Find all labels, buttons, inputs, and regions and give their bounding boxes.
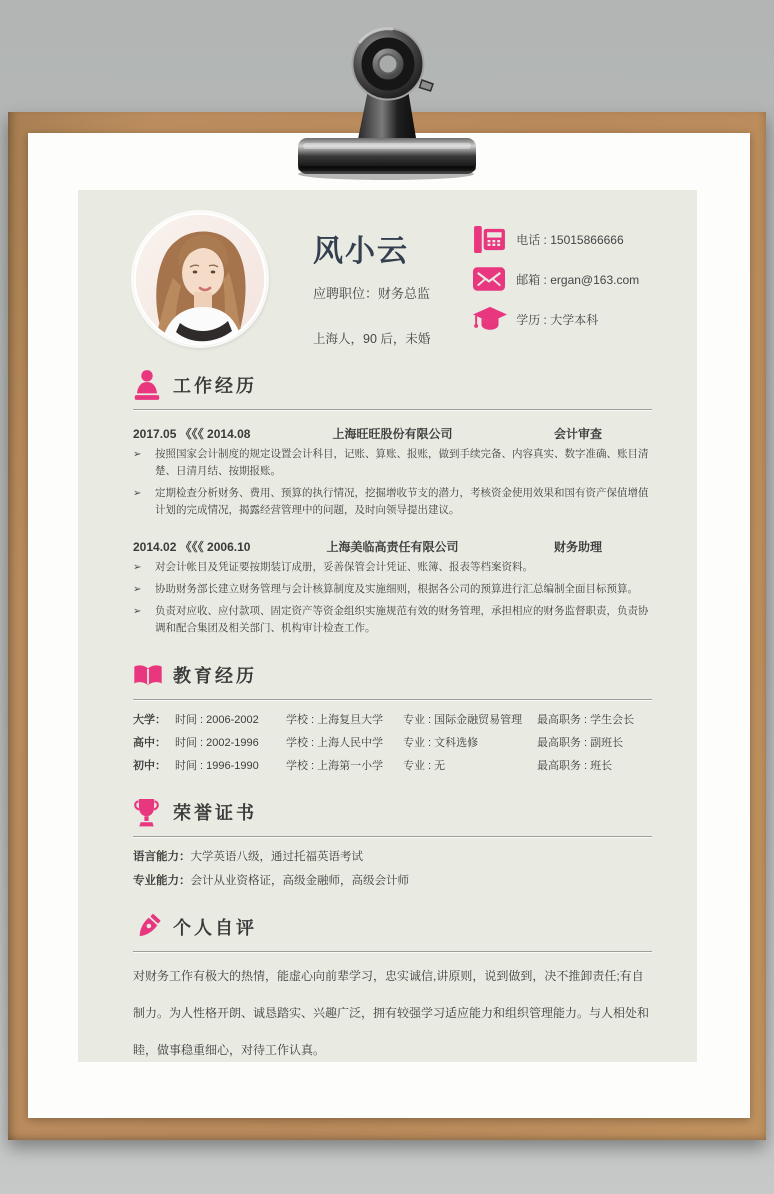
- self-eval-text: 对财务工作有极大的热情，能虚心向前辈学习，忠实诚信,讲原则，说到做到，决不推卸责任;有自制力。为人性格开朗、诚恳踏实、兴趣广泛，拥有较强学习适应能力和组织管理能力。与人相处和睦，做事稳重细心，对待工作认真。: [133, 969, 650, 1057]
- education-row-middleschool: 初中： 时间 : 1996-1990 学校 : 上海第一小学 专业 : 无 最高职务 : 班长: [133, 760, 613, 772]
- bullet-item: ➢ 负责对应收、应付款项、固定资产等资金组织实施规范有效的财务管理，承担相应的财务监督职责，负责协调和配合集团及相关部门、机构审计检查工作。: [133, 603, 652, 637]
- education-row-highschool: 高中： 时间 : 2002-1996 学校 : 上海人民中学 专业 : 文科选修 最高职务 : 副班长: [133, 737, 624, 749]
- job-period: 2017.05 《《《 2014.08: [133, 427, 251, 441]
- education-text: 学历 : 大学本科: [516, 312, 599, 327]
- avatar: [133, 212, 267, 346]
- bullet-arrow: ➢: [133, 584, 142, 595]
- section-self-eval: [133, 910, 652, 1069]
- contact-list: [473, 212, 652, 344]
- book-icon: [133, 664, 167, 687]
- education-divider: [133, 699, 652, 700]
- work-section-title: 工作经历: [173, 376, 257, 396]
- contact-row-phone: [473, 224, 652, 254]
- education-section-title: 教育经历: [173, 666, 257, 686]
- job-period: 2014.02 《《《 2006.10: [133, 540, 251, 554]
- job-2-head: [133, 538, 652, 555]
- honors-section-head: [133, 795, 652, 829]
- person-icon: [133, 369, 167, 401]
- job-company: 上海美临高责任有限公司: [326, 540, 459, 554]
- job-2: [133, 538, 652, 637]
- honor-language-line: 语言能力：大学英语八级，通过托福英语考试: [133, 851, 363, 863]
- work-divider: [133, 409, 652, 410]
- phone-icon: [473, 225, 507, 254]
- bullet-item: ➢ 定期检查分析财务、费用、预算的执行情况，挖掘增收节支的潜力，考核资金使用效果和国有资产保值增值计划的完成情况，揭露经营管理中的问题，及时向领导提出建议。: [133, 485, 652, 519]
- profile-header: [133, 212, 652, 347]
- phone-text: 电话 : 15015866666: [516, 232, 624, 247]
- basic-info: 上海人，90 后，未婚: [313, 332, 431, 346]
- mail-text: 邮箱 : ergan@163.com: [516, 272, 640, 287]
- bullet-item: ➢ 协助财务部长建立财务管理与会计核算制度及实施细则，根据各公司的预算进行汇总编制全面目标预算。: [133, 581, 652, 598]
- bullet-item: ➢ 按照国家会计制度的规定设置会计科目，记账、算账、报账，做到手续完备、内容真实、数字准确、账目清楚、日清月结、按期报账。: [133, 446, 652, 480]
- job-2-bullets: [133, 559, 652, 637]
- education-icon: [473, 306, 507, 332]
- job-company: 上海旺旺股份有限公司: [332, 427, 453, 441]
- honor-label: 专业能力：: [133, 875, 191, 887]
- education-section-head: [133, 658, 652, 692]
- honor-professional-line: 专业能力：会计从业资格证，高级金融师，高级会计师: [133, 875, 409, 887]
- profile-photo: [133, 212, 267, 346]
- job-position: 财务助理: [553, 540, 602, 554]
- work-section-head: [133, 368, 652, 402]
- section-work: [133, 368, 652, 637]
- job-1: [133, 425, 652, 519]
- identity-block: [313, 212, 473, 347]
- education-row-university: 大学： 时间 : 2006-2002 学校 : 上海复旦大学 专业 : 国际金融贸易管理 最高职务 : 学生会长: [133, 714, 635, 726]
- contact-row-mail: [473, 264, 652, 294]
- bullet-arrow: ➢: [133, 488, 142, 499]
- self-eval-section-title: 个人自评: [173, 918, 257, 938]
- mail-icon: [473, 267, 507, 291]
- honors-body: [133, 850, 652, 889]
- bullet-arrow: ➢: [133, 449, 142, 460]
- job-1-head: [133, 425, 652, 442]
- section-honors: [133, 795, 652, 889]
- honors-section-title: 荣誉证书: [173, 803, 257, 823]
- job-1-bullets: [133, 446, 652, 519]
- job-position: 会计审查: [553, 427, 602, 441]
- section-education: [133, 658, 652, 774]
- bullet-item: ➢ 对会计帐目及凭证要按期装订成册，妥善保管会计凭证、账簿、报表等档案资料。: [133, 559, 652, 576]
- contact-row-education: [473, 304, 652, 334]
- candidate-name: 风小云: [313, 235, 409, 268]
- pen-icon: [133, 912, 167, 942]
- applied-position: 应聘职位：财务总监: [313, 286, 431, 301]
- trophy-icon: [133, 797, 167, 828]
- education-rows: [133, 713, 652, 774]
- binder-clip: [288, 22, 488, 180]
- self-eval-section-head: [133, 910, 652, 944]
- honor-label: 语言能力：: [133, 851, 191, 863]
- bullet-arrow: ➢: [133, 606, 142, 617]
- self-eval-divider: [133, 951, 652, 952]
- bullet-arrow: ➢: [133, 562, 142, 573]
- resume-content: [78, 190, 697, 1062]
- honors-divider: [133, 836, 652, 837]
